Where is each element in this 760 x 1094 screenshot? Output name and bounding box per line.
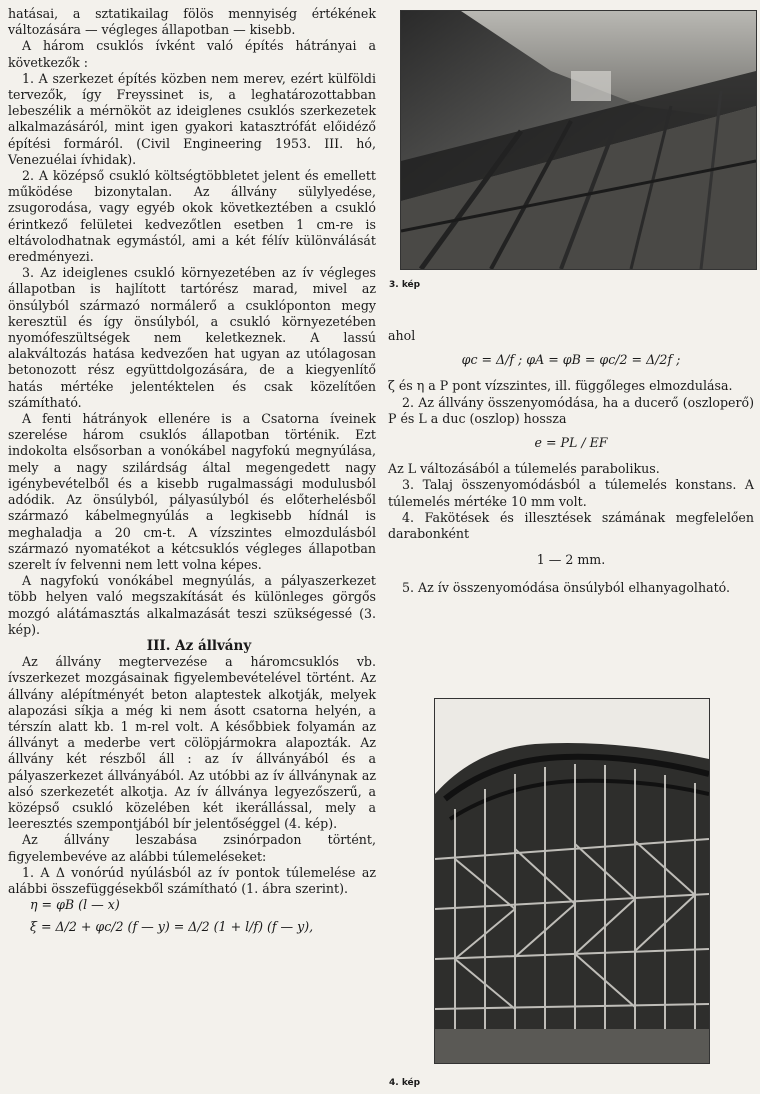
equation-eta: η = φB (l — x) <box>30 897 120 913</box>
paragraph: 4. Fakötések és illesztések számának megfelelően darabonként <box>388 509 754 542</box>
photo-4-image <box>435 699 709 1063</box>
equation-xi: ξ = Δ/2 + φc/2 (f — y) = Δ/2 (1 + l/f) (f — y), <box>30 919 314 935</box>
equation-phi: φc = Δ/f ; φA = φB = φc/2 = Δ/2f ; <box>461 352 681 368</box>
paragraph: 3. Az ideiglenes csukló környezetében az ív végleges állapotban is hajlított tartórész marad, mivel az önsúlyból származó normálerő a csuklóponton megy keresztül és így önsúlyból, a csukló környezetében nyomófeszültségek nem keletkeznek. A lassú alakváltozás hatása kedvezően hat ugyan az utólagosan betonozott rész együttdolgozására, de a kiegyenlítő hatás mértéke jelentéktelen és csak közelítően számítható. <box>8 265 376 410</box>
photo-3-construction <box>400 10 757 270</box>
photo-4-caption: 4. kép <box>389 1078 421 1088</box>
photo-4-scaffolding <box>434 698 710 1064</box>
paragraph: A nagyfokú vonókábel megnyúlás, a pályaszerkezet több helyen való megszakítását és különleges görgős mozgó alátámasztás alkalmazását teszi szükségessé (3. kép). <box>8 573 376 637</box>
paragraph: Az állvány megtervezése a háromcsuklós vb. ívszerkezet mozgásainak figyelembevételével történt. Az állvány alépítményét beton alaptestek alkotják, melyek alapozási síkja a még ki nem ásott csatorna helyén, a térszín alatt kb. 1 m-rel volt. A későbbiek folyamán az állványt a mederbe vert cölöpjármokra alapozták. Az állvány két részből áll : az ív állványából és a pályaszerkezet állványából. Az utóbbi az ív állványnak az alsó szerkezetét alkotja. Az ív állványa legyezőszerű, a középső csukló közelében két ikerállással, mely a leeresztés szempontjából bír jelentőséggel (4. kép). <box>8 654 376 832</box>
paragraph: A fenti hátrányok ellenére is a Csatorna íveinek szerelése három csuklós állapotban történik. Ezt indokolta elsősorban a vonókábel nagyfokú megnyúlása, mely a nagy szilárdság által megengedett nagy igénybevételből és a kisebb rugalmassági modulusból adódik. Az önsúlyból, pályasúlyból és előterhelésből származó kábelmegnyúlás a legkisebb hídnál is meghaladja a 20 cm-t. A vízszintes elmozdulásból származó nyomatékot a kétcsuklós végleges állapotban szerelt ív felvenni nem lett volna képes. <box>8 411 376 572</box>
paragraph: ζ és η a P pont vízszintes, ill. függőleges elmozdulása. <box>388 378 733 394</box>
right-column <box>388 328 754 597</box>
paragraph: Az L változásából a túlemelés parabolikus. <box>388 461 660 477</box>
paragraph: A három csuklós ívként való építés hátrányai a következők : <box>8 38 376 70</box>
equation-e: e = PL / EF <box>534 435 608 451</box>
paragraph: 3. Talaj összenyomódásból a túlemelés konstans. A túlemelés mértéke 10 mm volt. <box>388 477 754 509</box>
paragraph: 5. Az ív összenyomódása önsúlyból elhanyagolható. <box>402 580 731 596</box>
paragraph: hatásai, a sztatikailag fölös mennyiség értékének változására — végleges állapotban — kisebb. <box>8 6 376 38</box>
paragraph: 2. A középső csukló költségtöbbletet jelent és emellett működése bizonytalan. Az állvány sülylyedése, zsugorodása, vagy egyéb okok következtében a csukló érintkező felületei kedvezőtlen esetben 1 cm-re is eltávolodhatnak egymástól, ami a két félív különválását eredményezi. <box>8 168 376 265</box>
section-title: III. Az állvány <box>146 637 252 654</box>
paragraph: 1. A Δ vonórúd nyúlásból az ív pontok túlemelése az alábbi összefüggésekből számítható (1. ábra szerint). <box>8 864 376 896</box>
paragraph: 2. Az állvány összenyomódása, ha a ducerő (oszloperő) P és L a duc (oszlop) hossza <box>388 394 754 426</box>
photo-3-caption: 3. kép <box>389 280 421 290</box>
paragraph: Az állvány leszabása zsinórpadon történt, figyelembevéve az alábbi túlemeléseket: <box>8 832 376 864</box>
paragraph: 1. A szerkezet építés közben nem merev, ezért külföldi tervezők, így Freyssinet is, a leghatározottabban lebeszélik a mérnököt az ideiglenes csuklós szerkezetek alkalmazásáról, mint igen gyakori katasztrófát előidéző építési formáról. (Civil Engineering 1953. III. hó, Venezuélai ívhidak). <box>8 70 376 167</box>
left-column <box>8 6 376 936</box>
equation-tolerance: 1 — 2 mm. <box>536 552 606 568</box>
paragraph: ahol <box>388 328 416 343</box>
photo-3-image <box>401 11 756 269</box>
